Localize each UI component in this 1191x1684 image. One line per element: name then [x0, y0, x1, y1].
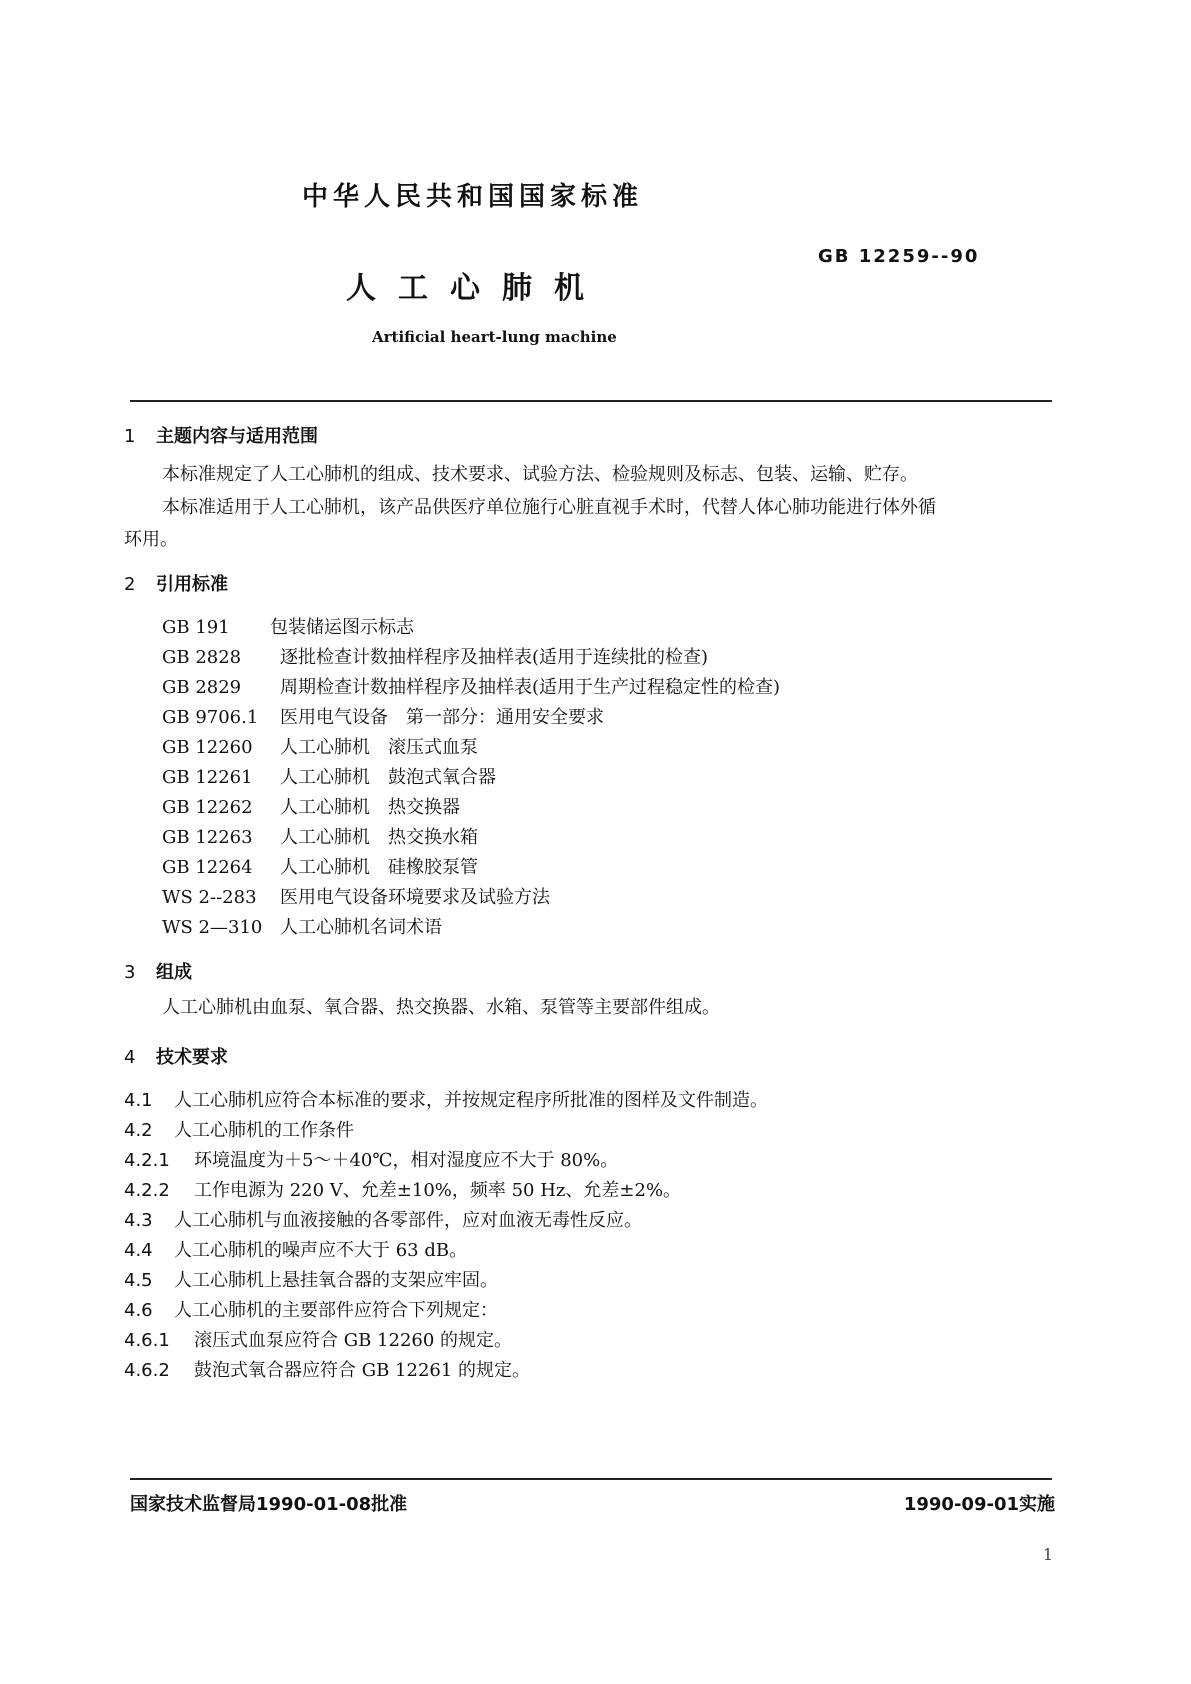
clause	[124, 1176, 681, 1202]
reference-title: 包装储运图示标志	[270, 617, 414, 638]
reference-code: WS 2--283	[162, 887, 257, 908]
reference-title: 人工心肺机名词术语	[280, 917, 442, 938]
national-standard-title: 中华人民共和国国家标准	[302, 182, 644, 212]
clause-text: 人工心肺机上悬挂氧合器的支架应牢固。	[174, 1270, 498, 1291]
reference-item	[162, 823, 478, 849]
approval-date: 国家技术监督局1990-01-08批准	[130, 1494, 408, 1515]
reference-item	[162, 613, 414, 639]
section-title: 主题内容与适用范围	[156, 426, 318, 447]
clause	[124, 1206, 642, 1232]
reference-title: 医用电气设备环境要求及试验方法	[280, 887, 550, 908]
clause-number: 4.6.2	[124, 1360, 170, 1381]
reference-title: 医用电气设备 第一部分：通用安全要求	[280, 707, 604, 728]
clause	[124, 1326, 512, 1352]
reference-item	[162, 853, 478, 879]
clause-number: 4.3	[124, 1210, 153, 1231]
section-number: 2	[124, 574, 136, 595]
reference-code: GB 12260	[162, 737, 253, 758]
reference-title: 人工心肺机 热交换器	[280, 797, 460, 818]
clause	[124, 1236, 467, 1262]
reference-code: GB 2828	[162, 647, 242, 668]
standard-number: GB 12259--90	[818, 246, 980, 267]
section-1-heading	[124, 422, 318, 448]
reference-item	[162, 673, 780, 699]
implementation-date: 1990-09-01实施	[903, 1494, 1055, 1515]
clause-text: 工作电源为 220 V、允差±10%，频率 50 Hz、允差±2%。	[194, 1180, 682, 1201]
reference-code: GB 191	[162, 617, 230, 638]
clause	[124, 1116, 354, 1142]
clause	[124, 1266, 498, 1292]
clause-text: 人工心肺机应符合本标准的要求，并按规定程序所批准的图样及文件制造。	[174, 1090, 768, 1111]
reference-title: 人工心肺机 鼓泡式氧合器	[280, 767, 496, 788]
reference-code: GB 2829	[162, 677, 242, 698]
section-number: 4	[124, 1047, 136, 1068]
reference-item	[162, 793, 460, 819]
reference-title: 人工心肺机 滚压式血泵	[280, 737, 478, 758]
section-2-heading	[124, 570, 228, 596]
reference-item	[162, 763, 496, 789]
clause	[124, 1146, 618, 1172]
reference-code: GB 12262	[162, 797, 253, 818]
reference-title: 人工心肺机 热交换水箱	[280, 827, 478, 848]
clause	[124, 1086, 768, 1112]
clause-text: 环境温度为＋5～＋40℃，相对湿度应不大于 80%。	[194, 1150, 619, 1171]
page-number: 1	[1042, 1545, 1053, 1564]
clause-number: 4.6	[124, 1300, 153, 1321]
clause-text: 鼓泡式氧合器应符合 GB 12261 的规定。	[194, 1360, 531, 1381]
section-number: 3	[124, 962, 136, 983]
clause-number: 4.6.1	[124, 1330, 170, 1351]
clause-text: 滚压式血泵应符合 GB 12260 的规定。	[194, 1330, 513, 1351]
paragraph: 人工心肺机由血泵、氧合器、热交换器、水箱、泵管等主要部件组成。	[162, 997, 720, 1018]
reference-item	[162, 643, 708, 669]
section-title: 引用标准	[156, 574, 228, 595]
reference-item	[162, 913, 442, 939]
paragraph: 本标准适用于人工心肺机，该产品供医疗单位施行心脏直视手术时，代替人体心肺功能进行体外循	[162, 497, 936, 518]
reference-item	[162, 883, 550, 909]
section-3-heading	[124, 958, 192, 984]
paragraph: 本标准规定了人工心肺机的组成、技术要求、试验方法、检验规则及标志、包装、运输、贮存。	[162, 464, 918, 485]
clause-number: 4.4	[124, 1240, 153, 1261]
clause-number: 4.2.1	[124, 1150, 170, 1171]
clause-text: 人工心肺机的噪声应不大于 63 dB。	[174, 1240, 468, 1261]
section-4-heading	[124, 1043, 228, 1069]
reference-title: 周期检查计数抽样程序及抽样表(适用于生产过程稳定性的检查)	[280, 677, 781, 698]
paragraph-continuation: 环用。	[124, 529, 178, 550]
clause-number: 4.5	[124, 1270, 153, 1291]
section-title: 组成	[156, 962, 192, 983]
reference-code: GB 9706.1	[162, 707, 259, 728]
reference-code: GB 12264	[162, 857, 253, 878]
section-title: 技术要求	[156, 1047, 228, 1068]
document-title: 人工心肺机	[346, 271, 606, 306]
reference-title: 人工心肺机 硅橡胶泵管	[280, 857, 478, 878]
clause-text: 人工心肺机的主要部件应符合下列规定：	[174, 1300, 498, 1321]
reference-code: GB 12263	[162, 827, 253, 848]
clause-number: 4.1	[124, 1090, 153, 1111]
reference-code: GB 12261	[162, 767, 253, 788]
reference-item	[162, 703, 604, 729]
clause	[124, 1356, 530, 1382]
document-title-english: Artificial heart-lung machine	[372, 328, 617, 346]
reference-code: WS 2—310	[162, 917, 263, 938]
clause-text: 人工心肺机的工作条件	[174, 1120, 354, 1141]
reference-title: 逐批检查计数抽样程序及抽样表(适用于连续批的检查)	[280, 647, 709, 668]
footer-divider	[130, 1478, 1052, 1480]
clause-text: 人工心肺机与血液接触的各零部件，应对血液无毒性反应。	[174, 1210, 642, 1231]
reference-item	[162, 733, 478, 759]
clause-number: 4.2.2	[124, 1180, 170, 1201]
header-divider	[130, 400, 1052, 402]
section-number: 1	[124, 426, 136, 447]
clause	[124, 1296, 498, 1322]
clause-number: 4.2	[124, 1120, 153, 1141]
